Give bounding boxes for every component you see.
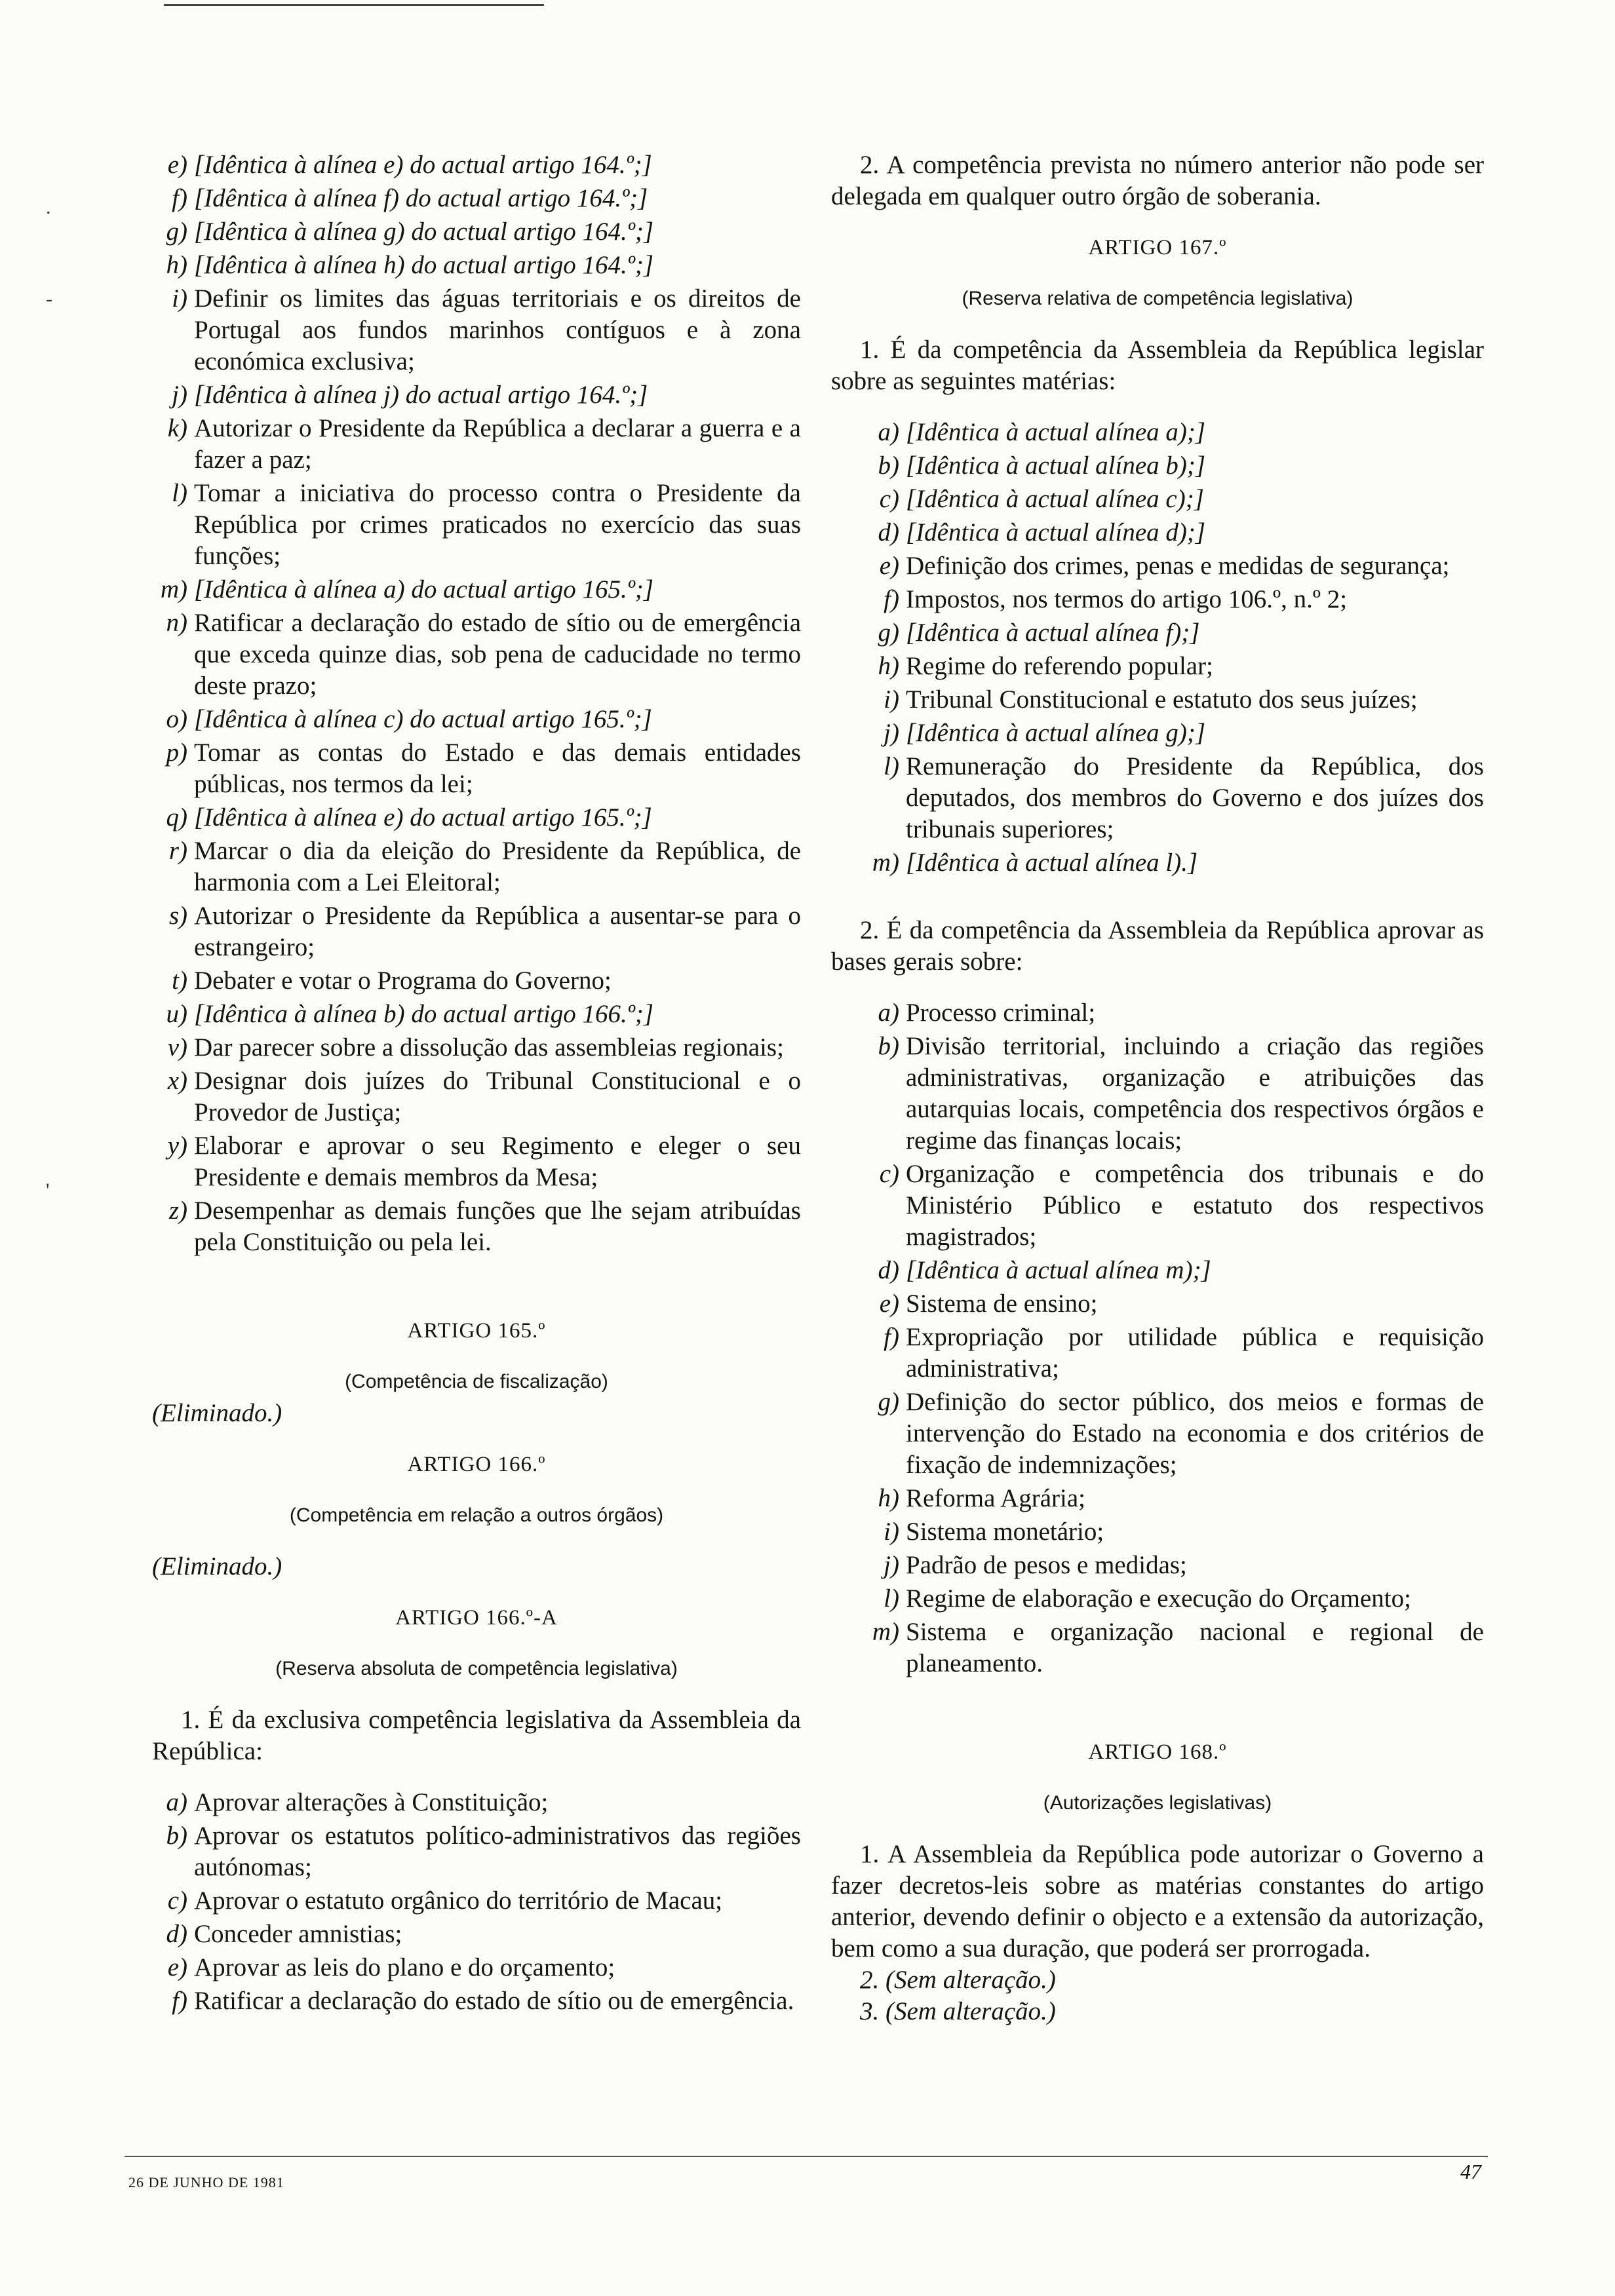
article-167-items-1: [831, 417, 1484, 879]
list-item: [864, 1288, 1484, 1320]
item-text: [Idêntica à alínea b) do actual artigo 166.º;]: [194, 1000, 654, 1028]
item-text: Autorizar o Presidente da República a ausentar-se para o estrangeiro;: [194, 902, 801, 961]
item-text: Definição do sector público, dos meios e formas de intervenção do Estado na economia e dos critérios de fixação de indemnizações;: [906, 1388, 1484, 1479]
item-text: [Idêntica à alínea h) do actual artigo 164.º;]: [194, 251, 654, 279]
item-label: i): [172, 284, 187, 313]
article-168-para1: 1. A Assembleia da República pode autorizar o Governo a fazer decretos-leis sobre as matérias constantes do artigo anterior, devendo definir o objecto e a extensão da autorização, bem como a sua duração, que poderá ser prorrogada.: [831, 1840, 1484, 1962]
list-item: [864, 1617, 1484, 1679]
page-number: 47: [1460, 2160, 1481, 2183]
item-label: m): [872, 849, 899, 877]
item-label: q): [166, 803, 187, 832]
list-item: [864, 1516, 1484, 1548]
list-item: [864, 751, 1484, 845]
list-item: [152, 1919, 801, 1950]
item-label: h): [878, 652, 899, 680]
item-label: r): [168, 837, 187, 865]
article-167-items-2: [831, 997, 1484, 1679]
item-label: p): [166, 738, 187, 767]
item-label: d): [166, 1920, 187, 1948]
item-label: l): [884, 752, 899, 780]
list-item: [152, 1032, 801, 1063]
list-item: [152, 1820, 801, 1883]
article-166a-subtitle: (Reserva absoluta de competência legislativa): [275, 1658, 678, 1679]
item-text: Tomar a iniciativa do processo contra o Presidente da República por crimes praticados no exercício das suas funções;: [194, 479, 801, 570]
item-label: v): [167, 1033, 187, 1062]
list-item: [152, 737, 801, 800]
list-item: [152, 1985, 801, 2017]
list-item: [152, 900, 801, 963]
article-166a-intro: 1. É da exclusiva competência legislativa da Assembleia da República:: [152, 1706, 801, 1765]
item-label: j): [884, 1551, 899, 1579]
item-text: Expropriação por utilidade pública e requisição administrativa;: [906, 1323, 1484, 1383]
footer-rule: [125, 2156, 1488, 2157]
item-text: [Idêntica à actual alínea m);]: [906, 1256, 1211, 1284]
item-label: z): [168, 1196, 187, 1225]
list-item: [152, 1065, 801, 1128]
list-item: [152, 835, 801, 898]
list-item: [152, 704, 801, 735]
list-item: [152, 1195, 801, 1258]
list-item: [152, 413, 801, 476]
footer-date: 26 DE JUNHO DE 1981: [128, 2174, 284, 2191]
item-label: o): [166, 705, 187, 733]
item-text: Definição dos crimes, penas e medidas de segurança;: [906, 552, 1450, 580]
list-item: [152, 1885, 801, 1917]
item-text: [Idêntica à alínea a) do actual artigo 165.º;]: [194, 575, 654, 603]
article-165-subtitle: (Competência de fiscalização): [345, 1371, 608, 1392]
list-item: [152, 1952, 801, 1983]
item-text: Divisão territorial, incluindo a criação das regiões administrativas, organização e atribuições das autarquias locais, competência dos respectivos órgãos e regime das finanças locais;: [906, 1032, 1484, 1155]
list-item: [864, 617, 1484, 649]
list-item: [864, 1255, 1484, 1286]
item-label: f): [884, 1323, 899, 1351]
article-164-items: [152, 149, 801, 1258]
list-item: [864, 997, 1484, 1029]
list-item: [152, 965, 801, 997]
item-text: Aprovar alterações à Constituição;: [194, 1788, 549, 1816]
list-item: [152, 999, 801, 1030]
item-label: l): [172, 479, 187, 507]
item-text: Organização e competência dos tribunais e do Ministério Público e estatuto dos respectivos magistrados;: [906, 1160, 1484, 1251]
list-item: [864, 1483, 1484, 1514]
item-label: y): [167, 1132, 187, 1160]
item-text: Aprovar as leis do plano e do orçamento;: [194, 1953, 615, 1981]
list-item: [864, 847, 1484, 879]
item-text: Definir os limites das águas territoriais e os direitos de Portugal aos fundos marinhos contíguos e à zona económica exclusiva;: [194, 284, 801, 375]
list-item: [864, 484, 1484, 515]
list-item: [152, 607, 801, 702]
list-item: [864, 417, 1484, 448]
item-label: e): [167, 151, 187, 179]
item-label: b): [878, 1032, 899, 1060]
list-item: [152, 379, 801, 411]
right-column: [831, 149, 1484, 2027]
item-text: Padrão de pesos e medidas;: [906, 1551, 1187, 1579]
item-text: Tomar as contas do Estado e das demais entidades públicas, nos termos da lei;: [194, 738, 801, 798]
item-label: u): [166, 1000, 187, 1028]
list-item: [152, 183, 801, 214]
item-label: h): [878, 1484, 899, 1512]
item-label: g): [878, 1388, 899, 1416]
item-text: Debater e votar o Programa do Governo;: [194, 966, 612, 995]
item-text: [Idêntica à alínea e) do actual artigo 164.º;]: [194, 151, 652, 179]
item-text: Elaborar e aprovar o seu Regimento e eleger o seu Presidente e demais membros da Mesa;: [194, 1132, 801, 1191]
left-column: [152, 149, 801, 2019]
item-label: f): [884, 585, 899, 613]
item-text: Aprovar o estatuto orgânico do território de Macau;: [194, 1886, 723, 1915]
item-label: x): [167, 1067, 187, 1095]
list-item: [152, 574, 801, 605]
item-label: f): [172, 1987, 187, 2015]
item-text: Aprovar os estatutos político-administrativos das regiões autónomas;: [194, 1822, 801, 1881]
item-text: Desempenhar as demais funções que lhe sejam atribuídas pela Constituição ou pela lei.: [194, 1196, 801, 1256]
list-item: [152, 1130, 801, 1193]
list-item: [152, 478, 801, 572]
item-label: c): [879, 1160, 899, 1188]
article-166-title: ARTIGO 166.º: [407, 1453, 546, 1476]
list-item: [864, 1387, 1484, 1481]
list-item: [864, 450, 1484, 482]
list-item: [864, 517, 1484, 548]
article-165-body: (Eliminado.): [152, 1399, 282, 1427]
item-label: m): [872, 1618, 899, 1646]
item-label: a): [878, 418, 899, 446]
item-text: [Idêntica à alínea g) do actual artigo 164.º;]: [194, 218, 654, 246]
item-text: Designar dois juízes do Tribunal Constitucional e o Provedor de Justiça;: [194, 1067, 801, 1126]
item-label: s): [168, 902, 187, 930]
item-text: Ratificar a declaração do estado de sítio ou de emergência.: [194, 1987, 794, 2015]
item-label: c): [167, 1886, 187, 1915]
item-text: [Idêntica à alínea c) do actual artigo 165.º;]: [194, 705, 652, 733]
item-label: c): [879, 485, 899, 513]
item-text: [Idêntica à actual alínea c);]: [906, 485, 1204, 513]
top-edge-rule: [164, 0, 544, 6]
list-item: [864, 1158, 1484, 1253]
item-text: [Idêntica à actual alínea f);]: [906, 619, 1200, 647]
item-label: e): [879, 1290, 899, 1318]
item-label: m): [160, 575, 187, 603]
item-label: b): [166, 1822, 187, 1850]
item-label: i): [884, 685, 899, 714]
article-166a-para2: 2. A competência prevista no número anterior não pode ser delegada em qualquer outro órgão de soberania.: [831, 151, 1484, 210]
item-label: h): [166, 251, 187, 279]
item-text: [Idêntica à alínea e) do actual artigo 165.º;]: [194, 803, 652, 832]
item-text: Conceder amnistias;: [194, 1920, 402, 1948]
article-165-title: ARTIGO 165.º: [407, 1319, 546, 1343]
item-label: g): [878, 619, 899, 647]
item-label: n): [166, 609, 187, 637]
item-text: Sistema e organização nacional e regional de planeamento.: [906, 1618, 1484, 1677]
list-item: [152, 283, 801, 377]
list-item: [152, 1787, 801, 1818]
item-text: Regime de elaboração e execução do Orçamento;: [906, 1584, 1411, 1613]
item-text: Autorizar o Presidente da República a declarar a guerra e a fazer a paz;: [194, 414, 801, 474]
item-text: [Idêntica à actual alínea a);]: [906, 418, 1206, 446]
article-168-para3: 3. (Sem alteração.): [860, 1997, 1056, 2025]
item-text: Regime do referendo popular;: [906, 652, 1213, 680]
list-item: [864, 651, 1484, 682]
article-168-para2: 2. (Sem alteração.): [860, 1966, 1056, 1994]
item-text: Sistema monetário;: [906, 1518, 1104, 1546]
list-item: [864, 684, 1484, 716]
item-label: d): [878, 1256, 899, 1284]
article-168-subtitle: (Autorizações legislativas): [1043, 1792, 1272, 1814]
article-166a-title: ARTIGO 166.º-A: [395, 1606, 558, 1630]
item-label: j): [172, 381, 187, 409]
list-item: [152, 149, 801, 181]
margin-mark: -: [46, 288, 52, 310]
item-label: t): [172, 966, 187, 995]
list-item: [152, 802, 801, 833]
item-text: Marcar o dia da eleição do Presidente da República, de harmonia com a Lei Eleitoral;: [194, 837, 801, 896]
item-text: [Idêntica à actual alínea l).]: [906, 849, 1198, 877]
item-label: l): [884, 1584, 899, 1613]
item-text: Tribunal Constitucional e estatuto dos seus juízes;: [906, 685, 1418, 714]
list-item: [864, 1322, 1484, 1385]
list-item: [864, 550, 1484, 582]
list-item: [864, 584, 1484, 615]
item-label: e): [879, 552, 899, 580]
item-label: a): [166, 1788, 187, 1816]
list-item: [864, 1583, 1484, 1615]
margin-mark: ': [46, 1179, 50, 1201]
item-label: f): [172, 184, 187, 212]
article-168-title: ARTIGO 168.º: [1088, 1740, 1227, 1764]
item-text: Impostos, nos termos do artigo 106.º, n.º 2;: [906, 585, 1348, 613]
item-text: [Idêntica à actual alínea g);]: [906, 719, 1206, 747]
item-label: i): [884, 1518, 899, 1546]
item-label: g): [166, 218, 187, 246]
item-label: b): [878, 451, 899, 480]
list-item: [864, 1550, 1484, 1581]
article-167-intro2: 2. É da competência da Assembleia da República aprovar as bases gerais sobre:: [831, 916, 1484, 976]
item-label: a): [878, 999, 899, 1027]
item-label: e): [167, 1953, 187, 1981]
item-label: j): [884, 719, 899, 747]
article-166a-items: [152, 1787, 801, 2017]
item-text: Ratificar a declaração do estado de sítio ou de emergência que exceda quinze dias, sob pena de caducidade no termo deste prazo;: [194, 609, 801, 700]
item-label: k): [167, 414, 187, 442]
article-167-subtitle: (Reserva relativa de competência legislativa): [962, 288, 1353, 309]
list-item: [864, 1031, 1484, 1157]
item-label: d): [878, 518, 899, 546]
item-text: Sistema de ensino;: [906, 1290, 1098, 1318]
item-text: [Idêntica à alínea j) do actual artigo 164.º;]: [194, 381, 648, 409]
list-item: [864, 718, 1484, 749]
article-166-subtitle: (Competência em relação a outros órgãos): [289, 1504, 664, 1526]
list-item: [152, 250, 801, 281]
item-text: Remuneração do Presidente da República, dos deputados, dos membros do Governo e dos juízes dos tribunais superiores;: [906, 752, 1484, 843]
margin-mark: .: [46, 197, 51, 218]
item-text: [Idêntica à actual alínea d);]: [906, 518, 1206, 546]
list-item: [152, 216, 801, 248]
article-166-body: (Eliminado.): [152, 1552, 282, 1580]
article-167-intro1: 1. É da competência da Assembleia da República legislar sobre as seguintes matérias:: [831, 335, 1484, 395]
item-text: Dar parecer sobre a dissolução das assembleias regionais;: [194, 1033, 784, 1062]
item-text: [Idêntica à alínea f) do actual artigo 164.º;]: [194, 184, 648, 212]
item-text: [Idêntica à actual alínea b);]: [906, 451, 1206, 480]
article-167-title: ARTIGO 167.º: [1088, 236, 1227, 259]
item-text: Reforma Agrária;: [906, 1484, 1085, 1512]
item-text: Processo criminal;: [906, 999, 1096, 1027]
